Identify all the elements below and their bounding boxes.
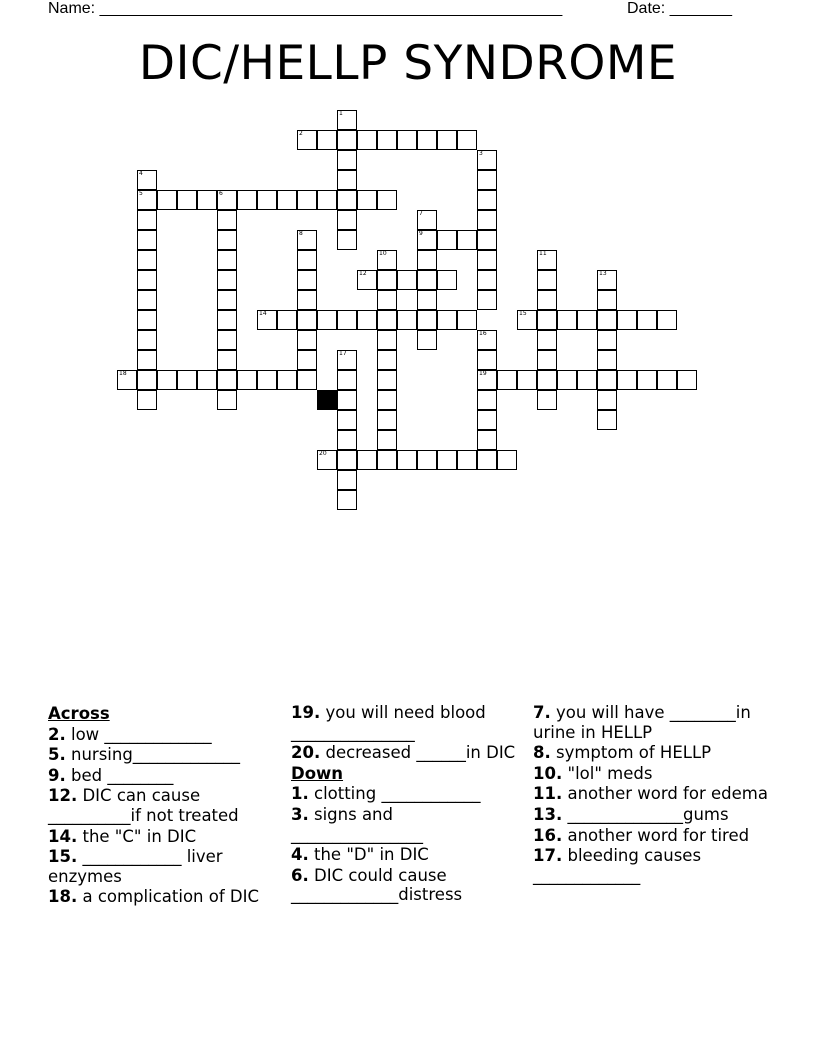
grid-cell[interactable] [517,370,537,390]
clue-number-10: 10 [379,250,387,257]
clue-item [48,786,274,825]
grid-cell[interactable] [297,310,317,330]
grid-cell[interactable] [477,250,497,270]
clue-number: 13. [533,804,563,824]
across-clue-list-continued [291,703,517,763]
grid-cell[interactable] [377,190,397,210]
grid-cell[interactable] [297,290,317,310]
clue-number-4: 4 [139,170,143,177]
grid-cell[interactable] [337,130,357,150]
clue-text: DIC can cause __________if not treated [48,786,239,825]
clue-number: 10. [533,763,563,783]
grid-cell[interactable] [597,290,617,310]
clues-column-2 [291,703,517,906]
clue-text: the "C" in DIC [77,826,197,846]
grid-cell[interactable] [437,270,457,290]
grid-cell[interactable] [217,370,237,390]
grid-cell[interactable] [297,190,317,210]
clue-text: a complication of DIC [77,887,259,907]
grid-cell[interactable] [377,290,397,310]
clue-number-9: 9 [419,230,423,237]
clue-number-18: 18 [119,370,127,377]
clue-number: 11. [533,784,563,804]
grid-cell[interactable] [417,250,437,270]
grid-cell[interactable] [337,390,357,410]
grid-cell[interactable] [297,330,317,350]
grid-cell[interactable] [217,230,237,250]
grid-cell[interactable] [137,310,157,330]
grid-cell[interactable] [297,270,317,290]
grid-cell[interactable] [477,450,497,470]
grid-cell[interactable] [217,390,237,410]
clue-number: 12. [48,786,78,806]
grid-cell[interactable] [597,410,617,430]
clue-item [533,764,773,784]
clue-number: 18. [48,887,78,907]
clue-number-15: 15 [519,310,527,317]
grid-cell[interactable] [137,330,157,350]
clue-text: ______________gums [562,804,729,824]
clue-number: 9. [48,765,66,785]
clue-number: 17. [533,846,563,866]
grid-cell[interactable] [537,370,557,390]
grid-cell[interactable] [337,210,357,230]
grid-cell[interactable] [397,310,417,330]
clue-text: the "D" in DIC [308,845,429,865]
page-title: DIC/HELLP SYNDROME [138,36,678,91]
grid-cell[interactable] [557,370,577,390]
grid-cell[interactable] [497,450,517,470]
clue-text: you will need blood _______________ [291,703,486,742]
clue-item [291,703,517,742]
clue-item [533,703,773,742]
grid-cell[interactable] [377,450,397,470]
clue-text: low _____________ [65,724,212,744]
grid-cell[interactable] [137,350,157,370]
grid-cell[interactable] [377,130,397,150]
grid-cell[interactable] [417,130,437,150]
grid-cell[interactable] [237,190,257,210]
grid-cell[interactable] [617,310,637,330]
grid-cell[interactable] [637,310,657,330]
clue-text: bed ________ [65,765,174,785]
grid-cell[interactable] [237,370,257,390]
grid-cell[interactable] [337,430,357,450]
clue-item [533,846,773,885]
clue-text: ____________ liver enzymes [48,847,223,886]
grid-cell[interactable] [537,390,557,410]
grid-cell[interactable] [257,370,277,390]
clue-item [291,866,517,905]
clue-item [291,805,517,844]
clue-text: "lol" meds [562,763,653,783]
grid-cell[interactable] [597,330,617,350]
grid-cell[interactable] [537,310,557,330]
grid-cell[interactable] [457,230,477,250]
clue-number-12: 12 [359,270,367,277]
grid-cell[interactable] [637,370,657,390]
clue-text: signs and ________________ [291,804,423,844]
grid-cell[interactable] [277,190,297,210]
grid-cell[interactable] [357,310,377,330]
clue-item [533,805,773,825]
grid-cell[interactable] [137,270,157,290]
grid-cell[interactable] [337,310,357,330]
grid-cell[interactable] [417,290,437,310]
grid-cell[interactable] [417,330,437,350]
grid-cell[interactable] [377,310,397,330]
grid-cell[interactable] [217,290,237,310]
grid-cell[interactable] [457,130,477,150]
name-field [48,0,562,18]
grid-cell[interactable] [417,310,437,330]
grid-cell[interactable] [477,170,497,190]
grid-cell[interactable] [497,370,517,390]
grid-cell[interactable] [317,190,337,210]
grid-cell[interactable] [577,310,597,330]
clue-text: you will have ________in urine in HELLP [533,703,751,742]
clue-text: another word for tired [562,825,750,845]
grid-cell[interactable] [417,270,437,290]
clue-number: 1. [291,784,309,804]
clue-number-13: 13 [599,270,607,277]
grid-cell[interactable] [337,410,357,430]
grid-cell[interactable] [477,390,497,410]
grid-cell[interactable] [477,210,497,230]
grid-cell[interactable] [377,330,397,350]
grid-cell[interactable] [537,330,557,350]
clue-number: 19. [291,703,321,722]
grid-cell[interactable] [317,130,337,150]
clue-number-5: 5 [139,190,143,197]
grid-cell[interactable] [277,310,297,330]
clue-item [48,745,274,765]
clue-number: 6. [291,865,309,885]
name-label: Name: [48,0,96,17]
clue-text: nursing_____________ [65,745,241,765]
clue-item [48,766,274,786]
grid-cell[interactable] [597,310,617,330]
clue-number: 16. [533,825,563,845]
clue-number: 4. [291,845,309,865]
clue-number: 15. [48,847,78,867]
clue-text: another word for edema [562,784,768,804]
grid-cell[interactable] [137,370,157,390]
clue-item [291,743,517,763]
grid-cell[interactable] [337,170,357,190]
clue-text: decreased ______in DIC [320,743,516,763]
grid-cell[interactable] [477,270,497,290]
grid-cell[interactable] [177,370,197,390]
clue-number: 7. [533,703,551,722]
clue-number: 5. [48,745,66,765]
grid-cell[interactable] [377,390,397,410]
clue-number-8: 8 [299,230,303,237]
grid-cell[interactable] [377,410,397,430]
grid-cell[interactable] [217,350,237,370]
clue-number-16: 16 [479,330,487,337]
across-clue-list [48,725,274,907]
clue-number-6: 6 [219,190,223,197]
clue-item [48,827,274,847]
grid-cell[interactable] [437,310,457,330]
grid-cell[interactable] [137,290,157,310]
clue-number: 20. [291,743,321,763]
grid-cell[interactable] [597,370,617,390]
clue-number-14: 14 [259,310,267,317]
grid-cell[interactable] [657,310,677,330]
grid-cell[interactable] [337,230,357,250]
grid-cell[interactable] [377,350,397,370]
clue-number-20: 20 [319,450,327,457]
date-blank: _______ [669,0,732,17]
black-cell [317,390,337,410]
grid-cell[interactable] [337,190,357,210]
name-blank: ____________________________________________________ [99,0,563,17]
grid-cell[interactable] [337,470,357,490]
grid-cell[interactable] [477,410,497,430]
grid-cell[interactable] [197,370,217,390]
clue-item [48,887,274,907]
clue-text: DIC could cause _____________distress [291,865,463,905]
clue-number-19: 19 [479,370,487,377]
clue-text: symptom of HELLP [550,743,712,763]
date-label: Date: [627,0,666,17]
grid-cell[interactable] [397,450,417,470]
grid-cell[interactable] [617,370,637,390]
clue-number-3: 3 [479,150,483,157]
clue-text: clotting ____________ [308,784,481,804]
grid-cell[interactable] [417,450,437,470]
grid-cell[interactable] [297,370,317,390]
grid-cell[interactable] [217,210,237,230]
clue-item [48,847,274,886]
grid-cell[interactable] [217,310,237,330]
grid-cell[interactable] [377,270,397,290]
grid-cell[interactable] [457,310,477,330]
clue-number: 2. [48,724,66,744]
grid-cell[interactable] [137,210,157,230]
grid-cell[interactable] [377,430,397,450]
grid-cell[interactable] [297,350,317,370]
grid-cell[interactable] [137,250,157,270]
grid-cell[interactable] [157,190,177,210]
clue-number-7: 7 [419,210,423,217]
clue-number: 3. [291,804,309,824]
grid-cell[interactable] [217,270,237,290]
grid-cell[interactable] [397,270,417,290]
grid-cell[interactable] [337,450,357,470]
grid-cell[interactable] [297,250,317,270]
down-heading: Down [291,763,344,783]
grid-cell[interactable] [577,370,597,390]
grid-cell[interactable] [437,130,457,150]
clue-number: 8. [533,743,551,763]
grid-cell[interactable] [477,290,497,310]
grid-cell[interactable] [357,130,377,150]
grid-cell[interactable] [537,350,557,370]
down-clue-list-continued [533,703,773,885]
grid-cell[interactable] [557,310,577,330]
clue-number-17: 17 [339,350,347,357]
grid-cell[interactable] [597,350,617,370]
grid-cell[interactable] [157,370,177,390]
grid-cell[interactable] [257,190,277,210]
grid-cell[interactable] [457,450,477,470]
grid-cell[interactable] [677,370,697,390]
grid-cell[interactable] [477,430,497,450]
grid-cell[interactable] [537,270,557,290]
clues-column-3 [533,703,773,886]
across-heading: Across [48,704,110,723]
clue-number: 14. [48,826,78,846]
grid-cell[interactable] [597,390,617,410]
grid-cell[interactable] [197,190,217,210]
clue-item [291,845,517,865]
grid-cell[interactable] [137,390,157,410]
clue-number-11: 11 [539,250,547,257]
grid-cell[interactable] [357,190,377,210]
grid-cell[interactable] [377,370,397,390]
grid-cell[interactable] [137,230,157,250]
grid-cell[interactable] [177,190,197,210]
grid-cell[interactable] [477,190,497,210]
grid-cell[interactable] [477,230,497,250]
grid-cell[interactable] [337,150,357,170]
down-clue-list [291,784,517,905]
clue-text: bleeding causes _____________ [533,846,702,885]
clue-item [533,826,773,846]
grid-cell[interactable] [537,290,557,310]
clue-item [533,784,773,804]
grid-cell[interactable] [217,330,237,350]
date-field [627,0,732,18]
clues-column-1 [48,703,274,908]
grid-cell[interactable] [317,310,337,330]
grid-cell[interactable] [357,450,377,470]
grid-cell[interactable] [437,450,457,470]
grid-cell[interactable] [337,490,357,510]
clue-item [48,725,274,745]
clue-number-1: 1 [339,110,343,117]
grid-cell[interactable] [397,130,417,150]
grid-cell[interactable] [277,370,297,390]
grid-cell[interactable] [217,250,237,270]
clue-item [291,784,517,804]
grid-cell[interactable] [437,230,457,250]
grid-cell[interactable] [337,370,357,390]
grid-cell[interactable] [657,370,677,390]
clue-item [533,743,773,763]
grid-cell[interactable] [477,350,497,370]
clue-number-2: 2 [299,130,303,137]
